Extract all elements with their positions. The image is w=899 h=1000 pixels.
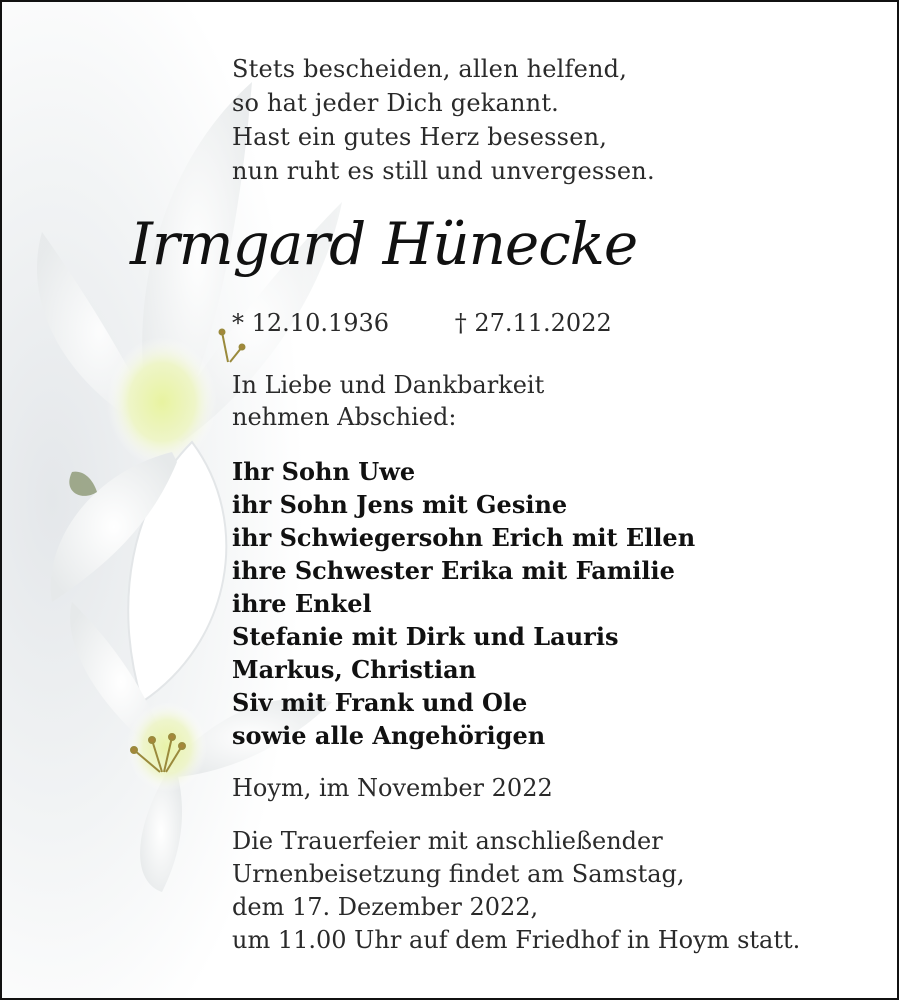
- mourner-line: ihre Enkel: [232, 589, 372, 618]
- mourner-line: ihr Sohn Jens mit Gesine: [232, 490, 568, 519]
- intro-line: nehmen Abschied:: [232, 403, 457, 431]
- ceremony-line: dem 17. Dezember 2022,: [232, 893, 539, 921]
- mourner-line: sowie alle Angehörigen: [232, 721, 546, 750]
- mourner-line: ihr Schwiegersohn Erich mit Ellen: [232, 523, 696, 552]
- poem-line: nun ruht es still und unvergessen.: [232, 157, 655, 185]
- mourner-line: Ihr Sohn Uwe: [232, 457, 416, 486]
- mourner-line: Stefanie mit Dirk und Lauris: [232, 622, 619, 651]
- mourner-line: Siv mit Frank und Ole: [232, 688, 528, 717]
- mourner-line: ihre Schwester Erika mit Familie: [232, 556, 675, 585]
- intro-line: In Liebe und Dankbarkeit: [232, 371, 545, 399]
- mourner-line: Markus, Christian: [232, 655, 477, 684]
- death-date: † 27.11.2022: [454, 309, 612, 337]
- poem-line: Hast ein gutes Herz besessen,: [232, 123, 608, 151]
- farewell-intro: [232, 369, 544, 433]
- poem-line: Stets bescheiden, allen helfend,: [232, 55, 628, 83]
- birth-date: * 12.10.1936: [232, 309, 390, 337]
- ceremony-line: Urnenbeisetzung findet am Samstag,: [232, 860, 685, 888]
- poem: [232, 52, 655, 188]
- ceremony-line: um 11.00 Uhr auf dem Friedhof in Hoym statt.: [232, 926, 801, 954]
- poem-line: so hat jeder Dich gekannt.: [232, 89, 559, 117]
- deceased-name: Irmgard Hünecke: [130, 210, 638, 278]
- place-and-date: Hoym, im November 2022: [232, 774, 553, 802]
- ceremony-line: Die Trauerfeier mit anschließender: [232, 827, 663, 855]
- mourners-list: [232, 455, 695, 752]
- funeral-details: [232, 825, 800, 957]
- life-dates: [232, 309, 612, 337]
